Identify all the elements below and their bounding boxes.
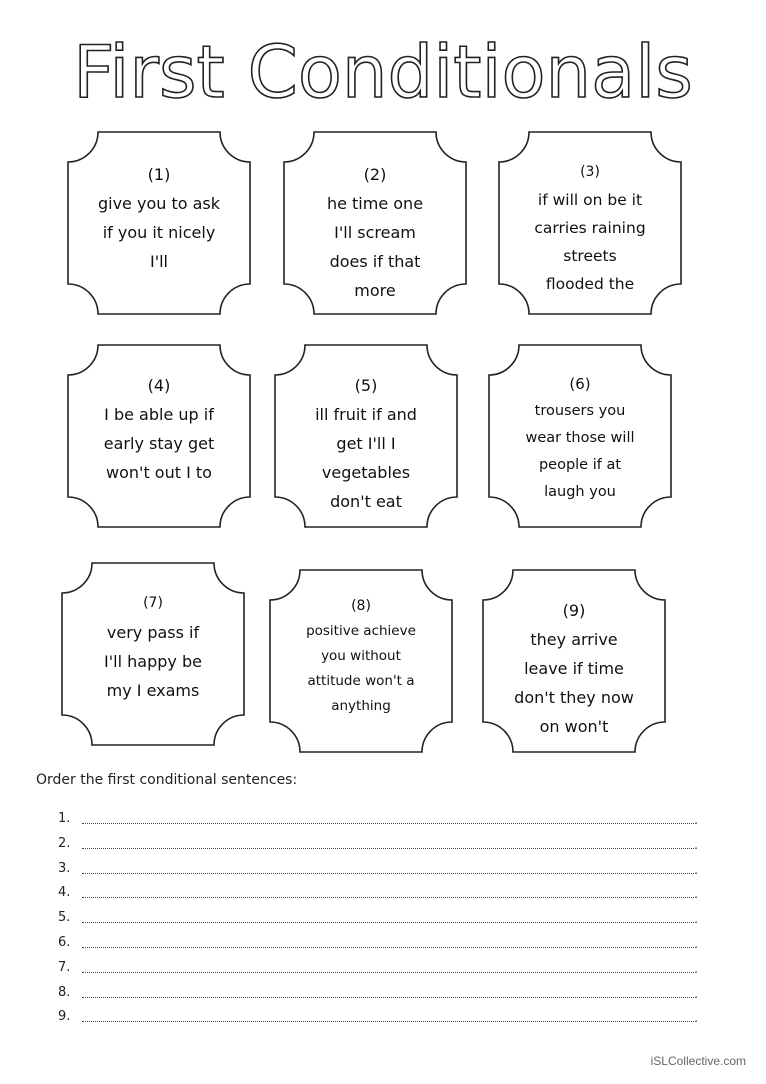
- card-number: (5): [354, 376, 378, 395]
- answer-number: 7.: [58, 959, 71, 975]
- card-line: laugh you: [544, 484, 616, 500]
- card-line: trousers you: [534, 403, 626, 419]
- answer-line[interactable]: [58, 933, 698, 958]
- card-line: they arrive: [530, 630, 618, 649]
- line-end: .: [694, 912, 698, 927]
- worksheet-title: [0, 22, 766, 122]
- dotted-line: [82, 1021, 694, 1022]
- sentence-card-1: [66, 130, 252, 316]
- card-line: does if that: [329, 252, 421, 271]
- card-line: more: [354, 281, 396, 300]
- answer-number: 1.: [58, 811, 71, 826]
- card-line: I'll scream: [334, 223, 416, 242]
- sentence-card-5: [273, 343, 459, 529]
- line-end: .: [694, 961, 698, 976]
- card-line: don't eat: [330, 492, 402, 511]
- answer-number: 6.: [58, 934, 71, 950]
- card-line: you without: [321, 648, 401, 664]
- card-number: (8): [351, 598, 371, 614]
- card-line: I be able up if: [104, 405, 214, 424]
- sentence-card-3: [497, 130, 683, 316]
- sentence-card-7: [60, 561, 246, 747]
- card-line: if will on be it: [537, 191, 643, 209]
- dotted-line: [82, 972, 694, 973]
- dotted-line: [82, 848, 694, 849]
- line-end: .: [694, 1011, 698, 1026]
- card-line: streets: [563, 247, 617, 265]
- card-line: don't they now: [514, 688, 634, 707]
- answer-list: [58, 809, 698, 1032]
- card-line: very pass if: [106, 623, 200, 642]
- card-line: attitude won't a: [307, 673, 415, 689]
- line-end: .: [694, 986, 698, 1001]
- card-line: won't out I to: [106, 463, 212, 482]
- card-line: ill fruit if and: [315, 405, 417, 424]
- card-number: (3): [580, 164, 600, 180]
- card-line: flooded the: [545, 275, 635, 293]
- answer-line[interactable]: [58, 834, 698, 859]
- answer-line[interactable]: [58, 859, 698, 884]
- answer-number: 9.: [58, 1009, 71, 1025]
- card-line: positive achieve: [306, 623, 416, 639]
- answer-line[interactable]: [58, 883, 698, 908]
- line-end: .: [694, 936, 698, 951]
- answer-line[interactable]: [58, 809, 698, 834]
- card-line: carries raining: [534, 219, 646, 237]
- answer-number: 5.: [58, 910, 71, 926]
- card-line: people if at: [538, 457, 622, 473]
- card-number: (2): [363, 165, 387, 184]
- card-line: if you it nicely: [102, 223, 216, 242]
- dotted-line: [82, 947, 694, 948]
- card-line: on won't: [539, 717, 609, 736]
- card-number: (9): [562, 601, 586, 620]
- line-end: .: [694, 887, 698, 902]
- card-line: I'll: [149, 252, 168, 271]
- dotted-line: [82, 873, 694, 874]
- line-end: .: [694, 813, 698, 827]
- sentence-card-6: [487, 343, 673, 529]
- answer-number: 2.: [58, 835, 71, 851]
- card-line: give you to ask: [97, 194, 221, 213]
- title-text: First Conditionals: [73, 30, 693, 114]
- line-end: .: [694, 837, 698, 852]
- card-line: wear those will: [525, 430, 635, 446]
- dotted-line: [82, 897, 694, 898]
- card-number: (7): [143, 595, 163, 611]
- footer-watermark: iSLCollective.com: [650, 1054, 746, 1068]
- dotted-line: [82, 823, 694, 824]
- answer-line[interactable]: [58, 1007, 698, 1032]
- line-end: .: [694, 862, 698, 877]
- sentence-card-9: [481, 568, 667, 754]
- instructions-text: Order the first conditional sentences:: [36, 772, 298, 788]
- card-line: he time one: [326, 194, 424, 213]
- answer-line[interactable]: [58, 908, 698, 933]
- sentence-card-4: [66, 343, 252, 529]
- card-line: get I'll I: [336, 434, 396, 453]
- answer-number: 4.: [58, 885, 71, 901]
- card-number: (6): [569, 375, 591, 393]
- answer-line[interactable]: [58, 983, 698, 1008]
- card-line: my I exams: [106, 681, 200, 700]
- sentence-card-8: [268, 568, 454, 754]
- answer-number: 3.: [58, 860, 71, 876]
- card-number: (1): [147, 165, 171, 184]
- card-line: vegetables: [321, 463, 411, 482]
- dotted-line: [82, 997, 694, 998]
- dotted-line: [82, 922, 694, 923]
- card-line: early stay get: [103, 434, 215, 453]
- card-number: (4): [147, 376, 171, 395]
- card-line: I'll happy be: [104, 652, 202, 671]
- answer-number: 8.: [58, 984, 71, 1000]
- card-line: leave if time: [524, 659, 624, 678]
- sentence-card-2: [282, 130, 468, 316]
- card-line: anything: [331, 698, 391, 714]
- answer-line[interactable]: [58, 958, 698, 983]
